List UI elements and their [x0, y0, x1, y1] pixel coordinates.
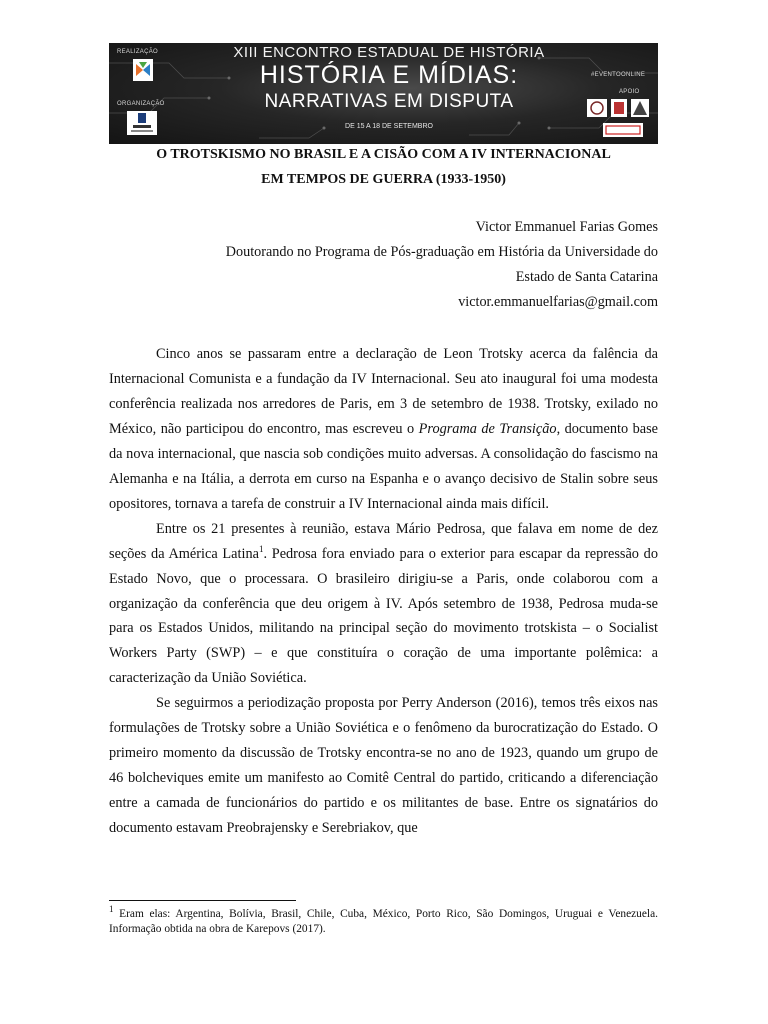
- event-dates: DE 15 A 18 DE SETEMBRO: [345, 123, 433, 130]
- author-affiliation-line-2: Estado de Santa Catarina: [515, 269, 658, 285]
- article-body: [109, 342, 658, 841]
- author-email: victor.emmanuelfarias@gmail.com: [458, 294, 658, 310]
- footnote-text: Eram elas: Argentina, Bolívia, Brasil, Chile, Cuba, México, Porto Rico, São Domingos, Uruguai e Venezuela. Informação obtida na obra de Karepovs (2017).: [109, 908, 658, 935]
- organizer-logo: [127, 111, 157, 135]
- footnote-separator: [109, 900, 296, 901]
- footnote: [109, 904, 658, 937]
- event-subtitle: NARRATIVAS EM DISPUTA: [264, 91, 514, 112]
- author-name: Victor Emmanuel Farias Gomes: [475, 219, 658, 235]
- paragraph-2: Entre os 21 presentes à reunião, estava Mário Pedrosa, que falava em nome de dez seções da América Latina$^1$. Pedrosa fora enviado para o exterior para escapar da repressão do Estado Novo, que o processara. O brasileiro dirigiu-se a Paris, onde colaborou com a organização da conferência que deu origem à IV. Após setembro de 1938, Pedrosa muda-se para os Estados Unidos, militando na principal seção do movimento trotskista – o Socialist Workers Party (SWP) – e que constituíra o coração de uma importante polêmica: a caracterização da União Soviética.: [109, 520, 658, 687]
- article-title-line-2: EM TEMPOS DE GUERRA (1933-1950): [261, 172, 506, 187]
- sponsor-logo-3: [631, 99, 649, 117]
- realizacao-label: REALIZAÇÃO: [117, 49, 159, 55]
- sponsor-logo-4: [603, 123, 643, 137]
- anpuh-logo: [133, 59, 153, 81]
- author-affiliation-line-1: Doutorando no Programa de Pós-graduação em História da Universidade do: [225, 244, 658, 260]
- event-edition-title: XIII ENCONTRO ESTADUAL DE HISTÓRIA: [233, 44, 545, 61]
- organizacao-label: ORGANIZAÇÃO: [117, 101, 165, 107]
- footnote-reference[interactable]: 1: [258, 543, 264, 554]
- footnote-number: 1: [109, 904, 114, 915]
- event-main-title: HISTÓRIA E MÍDIAS:: [259, 61, 519, 89]
- event-banner: [109, 43, 658, 144]
- article-title-line-1: O TROTSKISMO NO BRASIL E A CISÃO COM A IV INTERNACIONAL: [156, 147, 611, 162]
- sponsor-logo-2: [611, 99, 627, 117]
- event-hashtag: #EVENTOONLINE: [591, 72, 646, 78]
- program-title-italic: Programa de Transição: [418, 420, 557, 437]
- apoio-label: APOIO: [619, 89, 640, 95]
- sponsor-logo-1: [587, 99, 607, 117]
- paragraph-1: Cinco anos se passaram entre a declaração de Leon Trotsky acerca da falência da Internacional Comunista e a fundação da IV Internacional. Seu ato inaugural foi uma modesta conferência realizada nos arredores de Paris, em 3 de setembro de 1938. Trotsky, exilado no México, não participou do encontro, mas escreveu o Programa de Transição, documento base da nova internacional, que nascia sob condições muito adversas. A consolidação do fascismo na Alemanha e na Itália, a derrota em curso na Espanha e o avanço decisivo de Stalin sobre seus opositores, tornava a tarefa de construir a IV Internacional ainda mais difícil.: [109, 346, 659, 512]
- paragraph-3: Se seguirmos a periodização proposta por Perry Anderson (2016), temos três eixos nas formulações de Trotsky sobre a União Soviética e o fenômeno da burocratização do Estado. O primeiro momento da discussão de Trotsky encontra-se no ano de 1923, quando um grupo de 46 bolcheviques emite um manifesto ao Comitê Central do partido, criticando a diferenciação entre a camada de funcionários do partido e os militantes de base. Entre os signatários do documento estavam Preobrajensky e Serebriakov, que: [109, 695, 658, 837]
